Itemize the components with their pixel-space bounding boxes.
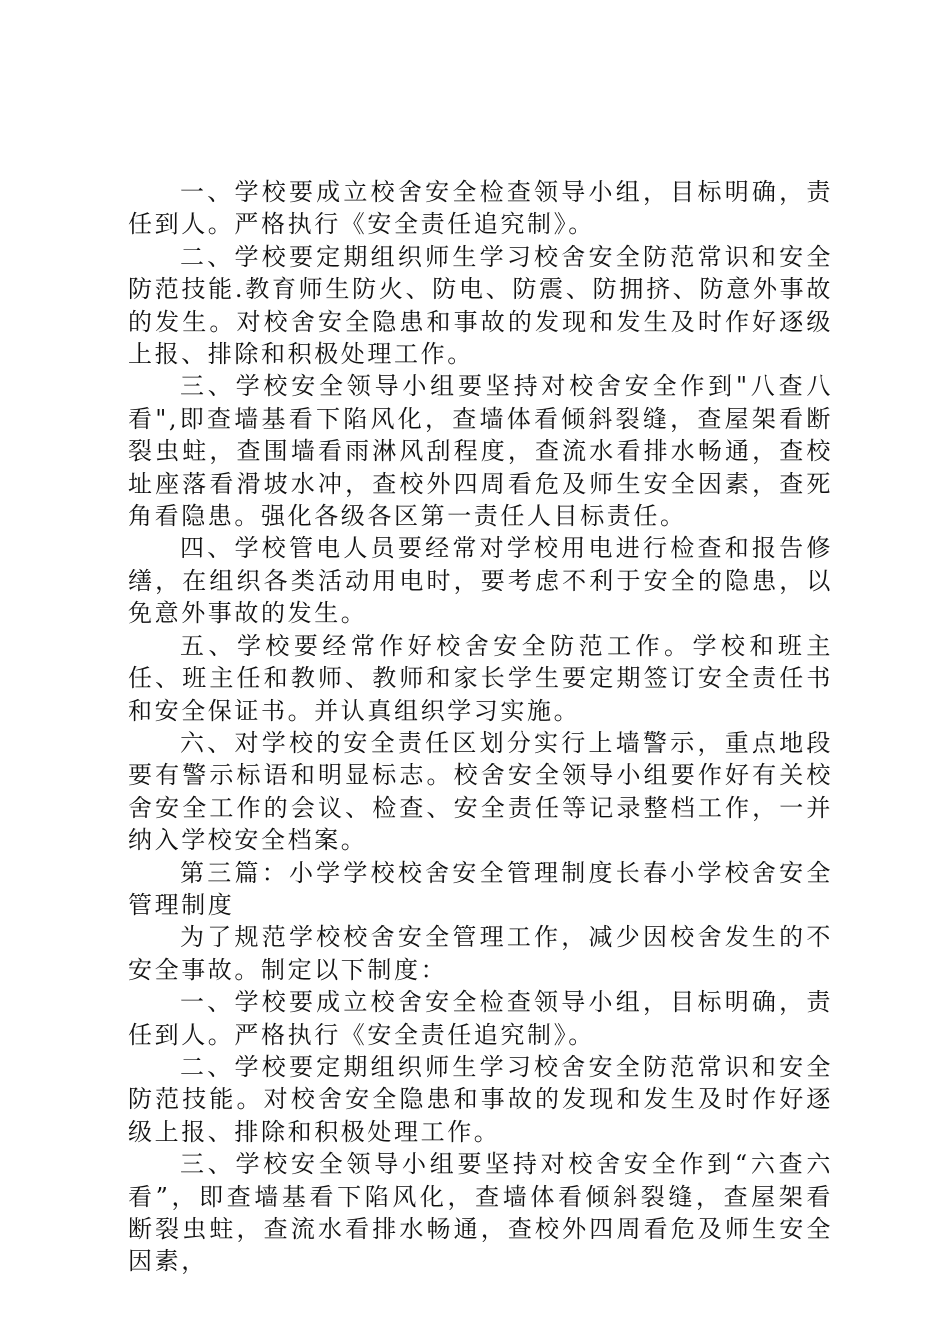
paragraph-8: 二、学校要定期组织师生学习校舍安全防范常识和安全防范技能。对校舍安全隐患和事故的发现和发生及时作好逐级上报、排除和积极处理工作。 — [128, 1052, 833, 1146]
paragraph-9: 三、学校安全领导小组要坚持对校舍安全作到“六查六看”，即查墙基看下陷风化，查墙体看倾斜裂缝，查屋架看断裂虫蛀，查流水看排水畅通，查校外四周看危及师生安全因素， — [128, 1150, 833, 1276]
paragraph-2: 二、学校要定期组织师生学习校舍安全防范常识和安全防范技能.教育师生防火、防电、防震、防拥挤、防意外事故的发生。对校舍安全隐患和事故的发现和发生及时作好逐级上报、排除和积极处理工作。 — [128, 242, 833, 369]
paragraph-6: 六、对学校的安全责任区划分实行上墙警示，重点地段要有警示标语和明显标志。校舍安全领导小组要作好有关校舍安全工作的会议、检查、安全责任等记录整档工作，一并纳入学校安全档案。 — [128, 728, 833, 855]
section-heading: 第三篇：小学学校校舍安全管理制度长春小学校舍安全管理制度 — [128, 858, 833, 919]
paragraph-7: 一、学校要成立校舍安全检查领导小组，目标明确，责任到人。严格执行《安全责任追究制》。 — [128, 988, 833, 1049]
paragraph-5: 五、学校要经常作好校舍安全防范工作。学校和班主任、班主任和教师、教师和家长学生要定期签订安全责任书和安全保证书。并认真组织学习实施。 — [128, 631, 833, 725]
paragraph-1: 一、学校要成立校舍安全检查领导小组，目标明确，责任到人。严格执行《安全责任追究制》。 — [128, 178, 833, 239]
document-body — [128, 176, 833, 1278]
paragraph-4: 四、学校管电人员要经常对学校用电进行检查和报告修缮，在组织各类活动用电时，要考虑不利于安全的隐患，以免意外事故的发生。 — [128, 534, 833, 628]
intro-paragraph: 为了规范学校校舍安全管理工作，减少因校舍发生的不安全事故。制定以下制度： — [128, 923, 833, 984]
paragraph-3: 三、学校安全领导小组要坚持对校舍安全作到"八查八看",即查墙基看下陷风化，查墙体看倾斜裂缝，查屋架看断裂虫蛀，查围墙看雨淋风刮程度，查流水看排水畅通，查校址座落看滑坡水冲，查校外四周看危及师生安全因素，查死角看隐患。强化各级各区第一责任人目标责任。 — [128, 372, 833, 531]
